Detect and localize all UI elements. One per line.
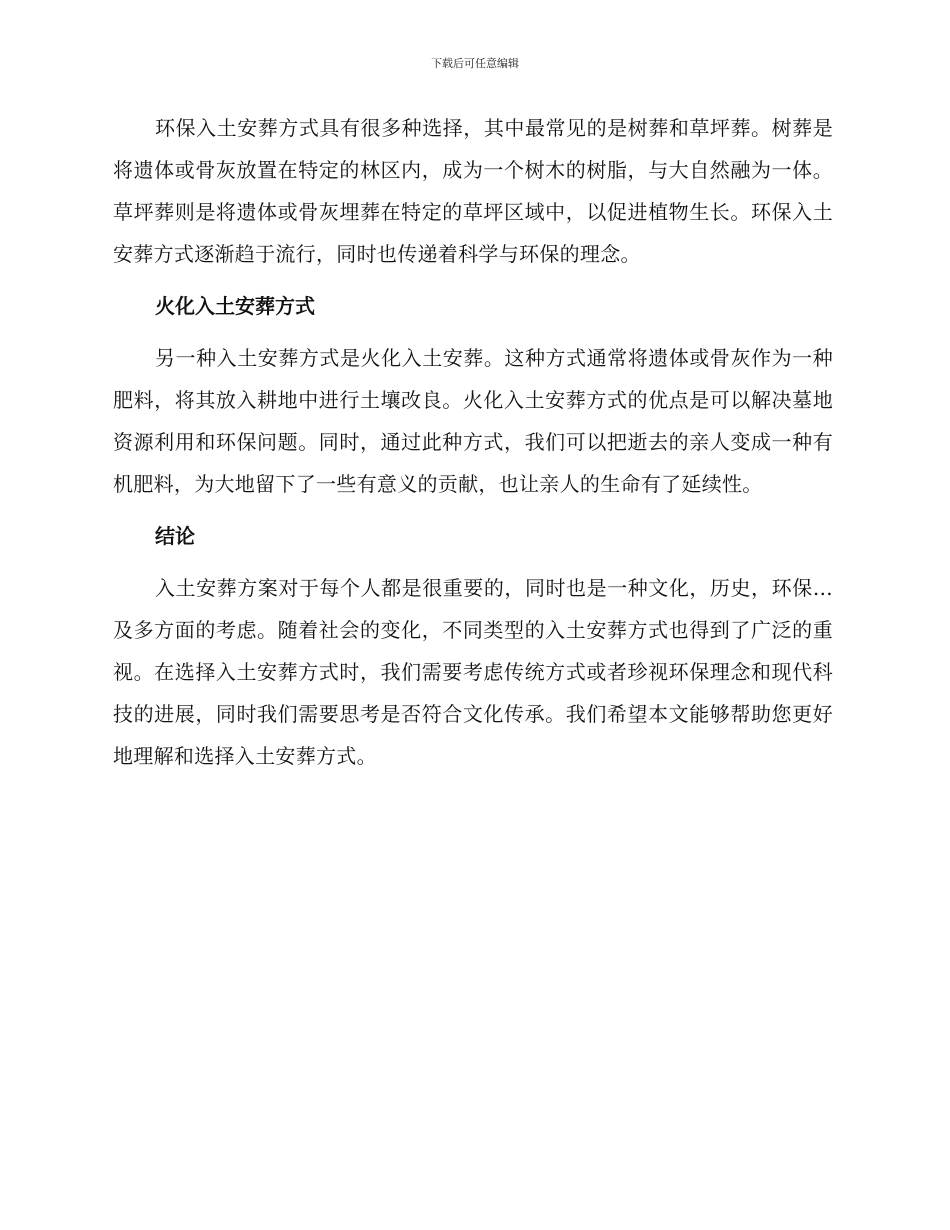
document-body <box>113 107 833 787</box>
header-note: 下载后可任意编辑 <box>431 57 519 70</box>
section-heading-cremation: 火化入土安葬方式 <box>155 294 315 318</box>
paragraph-cremation: 另一种入土安葬方式是火化入土安葬。这种方式通常将遗体或骨灰作为一种肥料，将其放入耕地中进行土壤改良。火化入土安葬方式的优点是可以解决墓地资源利用和环保问题。同时，通过此种方式，我们可以把逝去的亲人变成一种有机肥料，为大地留下了一些有意义的贡献，也让亲人的生命有了延续性。 <box>113 346 833 496</box>
section-heading-conclusion: 结论 <box>155 524 195 548</box>
paragraph-conclusion: 入土安葬方案对于每个人都是很重要的，同时也是一种文化，历史，环保…及多方面的考虑。随着社会的变化，不同类型的入土安葬方式也得到了广泛的重视。在选择入土安葬方式时，我们需要考虑传统方式或者珍视环保理念和现代科技的进展，同时我们需要思考是否符合文化传承。我们希望本文能够帮助您更好地理解和选择入土安葬方式。 <box>113 576 833 768</box>
paragraph-eco-burial: 环保入土安葬方式具有很多种选择，其中最常见的是树葬和草坪葬。树葬是将遗体或骨灰放置在特定的林区内，成为一个树木的树脂，与大自然融为一体。草坪葬则是将遗体或骨灰埋葬在特定的草坪区域中，以促进植物生长。环保入土安葬方式逐渐趋于流行，同时也传递着科学与环保的理念。 <box>113 116 833 266</box>
